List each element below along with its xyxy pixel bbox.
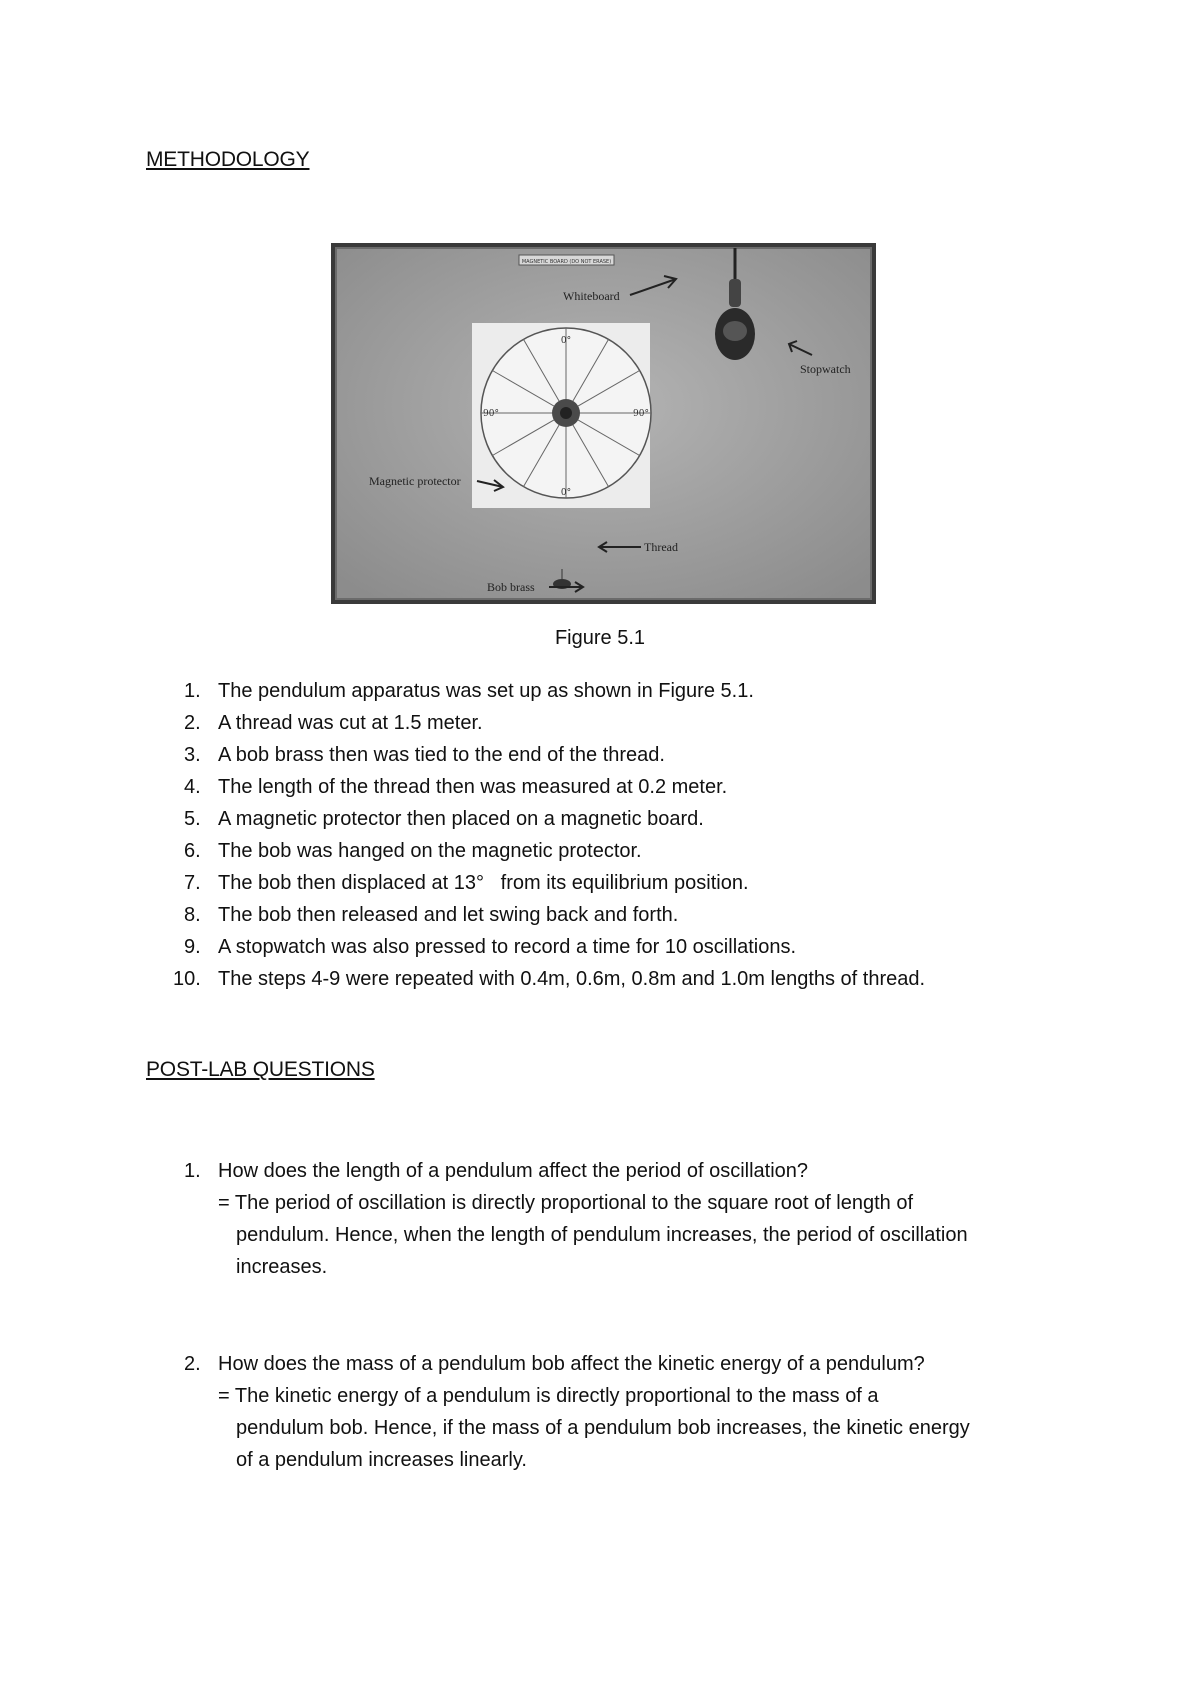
list-item xyxy=(146,707,1096,739)
answer-line: pendulum bob. Hence, if the mass of a pendulum bob increases, the kinetic energy xyxy=(236,1417,970,1439)
list-item xyxy=(146,867,1096,899)
list-item xyxy=(146,835,1096,867)
question-block xyxy=(146,1348,1096,1476)
list-item xyxy=(146,675,1096,707)
question-text: How does the mass of a pendulum bob affect the kinetic energy of a pendulum? xyxy=(218,1353,925,1375)
post-lab-heading: POST-LAB QUESTIONS xyxy=(146,1058,375,1081)
answer xyxy=(146,1187,1096,1283)
list-item xyxy=(146,931,1096,963)
question-number: 2. xyxy=(184,1353,201,1375)
step-text: A magnetic protector then placed on a magnetic board. xyxy=(218,808,704,830)
pendulum-apparatus-photo xyxy=(331,243,876,604)
bob-label: Bob brass xyxy=(487,580,535,594)
stopwatch-label: Stopwatch xyxy=(800,362,851,376)
step-number: 10. xyxy=(173,968,201,990)
question-number: 1. xyxy=(184,1160,201,1182)
list-item xyxy=(146,963,1096,995)
magnetic-protector xyxy=(481,328,651,498)
board-sign-text: MAGNETIC BOARD (DO NOT ERASE) xyxy=(521,259,612,265)
list-item xyxy=(146,899,1096,931)
answer xyxy=(146,1380,1096,1476)
step-text: The bob then displaced at 13° from its equilibrium position. xyxy=(218,872,749,894)
whiteboard-label: Whiteboard xyxy=(563,289,620,303)
answer-line: pendulum. Hence, when the length of pendulum increases, the period of oscillation xyxy=(236,1224,968,1246)
step-text: A stopwatch was also pressed to record a time for 10 oscillations. xyxy=(218,936,797,958)
methodology-heading: METHODOLOGY xyxy=(146,148,310,171)
figure-caption: Figure 5.1 xyxy=(554,627,646,649)
angle-label-right: 90° xyxy=(633,409,649,419)
question-text: How does the length of a pendulum affect the period of oscillation? xyxy=(218,1160,809,1182)
step-number: 6. xyxy=(184,840,201,862)
question xyxy=(146,1348,1096,1380)
step-number: 8. xyxy=(184,904,201,926)
answer-line: of a pendulum increases linearly. xyxy=(236,1449,527,1471)
step-text: A thread was cut at 1.5 meter. xyxy=(218,712,483,734)
answer-line: = The kinetic energy of a pendulum is directly proportional to the mass of a xyxy=(218,1385,879,1407)
step-number: 4. xyxy=(184,776,201,798)
list-item xyxy=(146,739,1096,771)
protector-label: Magnetic protector xyxy=(369,474,461,488)
step-text: A bob brass then was tied to the end of the thread. xyxy=(218,744,665,766)
angle-label-bottom: 0° xyxy=(560,488,572,498)
step-text: The bob was hanged on the magnetic protector. xyxy=(218,840,642,862)
step-text: The steps 4-9 were repeated with 0.4m, 0.6m, 0.8m and 1.0m lengths of thread. xyxy=(218,968,926,990)
angle-label-left: 90° xyxy=(483,409,499,419)
answer-line: = The period of oscillation is directly proportional to the square root of length of xyxy=(218,1192,914,1214)
step-number: 9. xyxy=(184,936,201,958)
list-item xyxy=(146,771,1096,803)
step-number: 1. xyxy=(184,680,201,702)
step-text: The bob then released and let swing back and forth. xyxy=(218,904,679,926)
step-number: 5. xyxy=(184,808,201,830)
step-number: 2. xyxy=(184,712,201,734)
methodology-steps xyxy=(146,675,1096,995)
question xyxy=(146,1155,1096,1187)
list-item xyxy=(146,803,1096,835)
step-text: The pendulum apparatus was set up as shown in Figure 5.1. xyxy=(218,680,754,702)
thread-label: Thread xyxy=(644,540,678,554)
angle-label-top: 0° xyxy=(560,336,572,346)
step-number: 3. xyxy=(184,744,201,766)
step-text: The length of the thread then was measured at 0.2 meter. xyxy=(218,776,728,798)
answer-line: increases. xyxy=(236,1256,328,1278)
step-number: 7. xyxy=(184,872,201,894)
question-block xyxy=(146,1155,1096,1283)
